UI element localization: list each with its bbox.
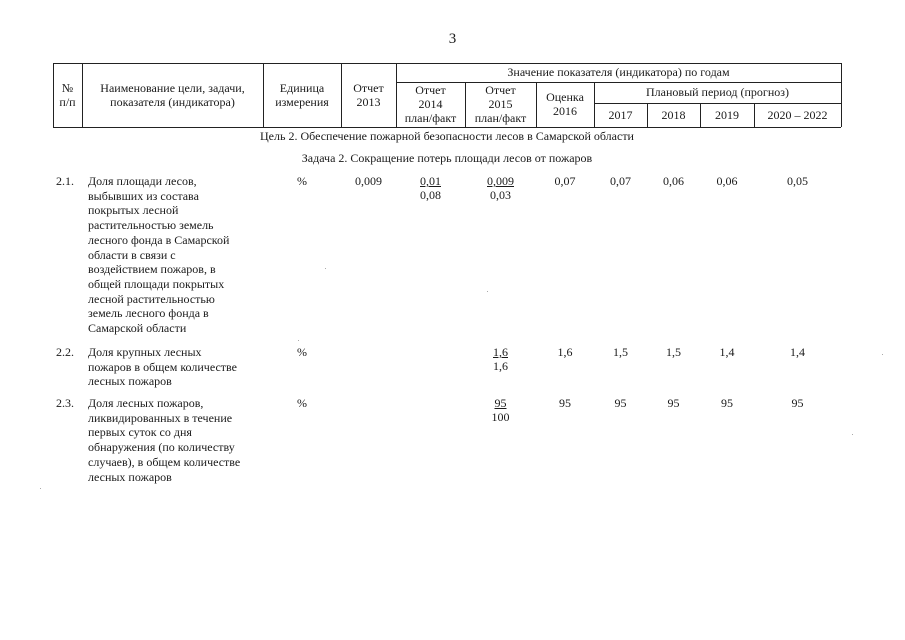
header-2013-line2: 2013 <box>356 95 381 109</box>
plan-value: 1,6 <box>493 345 508 359</box>
row-value-2018: 1,5 <box>666 345 681 359</box>
row-name-line: Самарской области <box>88 321 187 336</box>
row-value-2014-plan <box>396 174 465 189</box>
plan-title-divider <box>594 103 841 104</box>
page-number: 3 <box>448 31 457 47</box>
row-name-line: области в связи с <box>88 247 176 262</box>
header-year-2019: 2019 <box>715 108 739 122</box>
header-unit-line1: Единица <box>279 81 325 95</box>
row-name-line: случаев), в общем количестве <box>88 454 241 469</box>
row-value-2016: 1,6 <box>557 345 573 359</box>
row-value-2019: 95 <box>721 396 733 410</box>
header-2014-line2: 2014 <box>418 97 443 111</box>
task-title: Задача 2. Сокращение потерь площади лесов от пожаров <box>301 151 593 165</box>
header-name-line1: Наименование цели, задачи, <box>100 81 245 95</box>
scan-speck <box>852 434 853 435</box>
header-year-2017: 2017 <box>608 108 633 122</box>
scan-speck <box>325 268 326 269</box>
header-2016-line2: 2016 <box>553 104 577 118</box>
row-name-line: ликвидированных в течение <box>88 410 233 425</box>
scan-speck <box>40 488 41 489</box>
row-name-line: земель лесного фонда в <box>88 306 209 321</box>
row-name-line: лесного фонда в Самарской <box>88 232 230 247</box>
row-name-line: воздействием пожаров, в <box>88 262 216 277</box>
row-value-2020-2022: 95 <box>791 396 804 410</box>
row-value-2015-plan <box>465 345 536 360</box>
row-name-line: покрытых лесной <box>88 203 179 218</box>
row-name-line: выбывших из состава <box>88 188 199 203</box>
header-plan-title: Плановый период (прогноз) <box>646 85 789 99</box>
row-value-2016: 95 <box>559 396 571 410</box>
row-value-2014-fact: 0,08 <box>420 188 441 202</box>
row-name <box>88 345 268 389</box>
row-value-2015-plan <box>465 174 536 189</box>
row-name-line: первых суток со дня <box>88 425 192 440</box>
scan-speck <box>298 340 299 341</box>
row-number: 2.2. <box>56 345 74 359</box>
row-value-2013: 0,009 <box>355 174 382 188</box>
row-name-line: растительностью земель <box>88 218 214 233</box>
header-year-2018: 2018 <box>661 108 686 122</box>
header-num-line1: № <box>61 81 74 95</box>
header-2015-line3: план/факт <box>474 111 527 125</box>
row-value-2020-2022: 0,05 <box>787 174 808 188</box>
goal-title: Цель 2. Обеспечение пожарной безопасности лесов в Самарской области <box>260 129 634 143</box>
row-value-2016: 0,07 <box>554 174 576 188</box>
header-2016-line1: Оценка <box>546 90 584 104</box>
header-top-border <box>53 63 841 64</box>
row-value-2019: 0,06 <box>716 174 738 188</box>
row-value-2015-plan <box>465 396 536 411</box>
header-name-line2: показателя (индикатора) <box>110 95 235 109</box>
row-value-2019: 1,4 <box>719 345 735 359</box>
plan-value: 0,01 <box>420 174 441 188</box>
header-group-title: Значение показателя (индикатора) по годам <box>507 65 730 79</box>
header-2014-line3: план/факт <box>404 111 457 125</box>
row-value-2017: 95 <box>614 396 627 410</box>
scan-speck <box>882 354 883 355</box>
row-name-line: лесной растительностью <box>88 291 215 306</box>
row-name-line: общей площади покрытых <box>88 276 225 291</box>
row-name-line: Доля крупных лесных <box>88 345 202 359</box>
row-value-2020-2022: 1,4 <box>790 345 805 359</box>
row-unit: % <box>297 345 307 359</box>
header-2015-line1: Отчет <box>485 83 516 97</box>
header-2014-line1: Отчет <box>415 83 446 97</box>
row-value-2015-fact: 0,03 <box>490 188 511 202</box>
row-name-line: Доля площади лесов, <box>88 174 197 188</box>
header-2013-line1: Отчет <box>353 81 384 95</box>
row-name-line: пожаров в общем количестве <box>88 359 237 374</box>
row-name <box>88 396 268 484</box>
row-value-2018: 95 <box>667 396 680 410</box>
row-value-2015-fact: 1,6 <box>493 359 508 373</box>
header-year-2020-2022: 2020 – 2022 <box>767 108 828 122</box>
row-name <box>88 174 268 336</box>
plan-value: 95 <box>494 396 507 410</box>
row-name-line: лесных пожаров <box>88 374 172 389</box>
row-value-2018: 0,06 <box>663 174 684 188</box>
header-2015-line2: 2015 <box>488 97 513 111</box>
header-num-line2: п/п <box>59 95 76 109</box>
col-border <box>841 63 842 127</box>
row-number: 2.3. <box>56 396 74 410</box>
row-name-line: лесных пожаров <box>88 469 172 484</box>
row-unit: % <box>297 396 307 410</box>
scan-speck <box>487 291 488 292</box>
row-unit: % <box>297 174 307 188</box>
plan-value: 0,009 <box>487 174 514 188</box>
header-unit-line2: измерения <box>275 95 329 109</box>
row-number: 2.1. <box>56 174 74 188</box>
row-name-line: Доля лесных пожаров, <box>88 396 204 410</box>
row-value-2017: 1,5 <box>613 345 628 359</box>
row-value-2017: 0,07 <box>610 174 631 188</box>
row-name-line: обнаружения (по количеству <box>88 440 235 455</box>
header-bottom-border <box>53 127 841 128</box>
row-value-2015-fact: 100 <box>491 410 510 424</box>
